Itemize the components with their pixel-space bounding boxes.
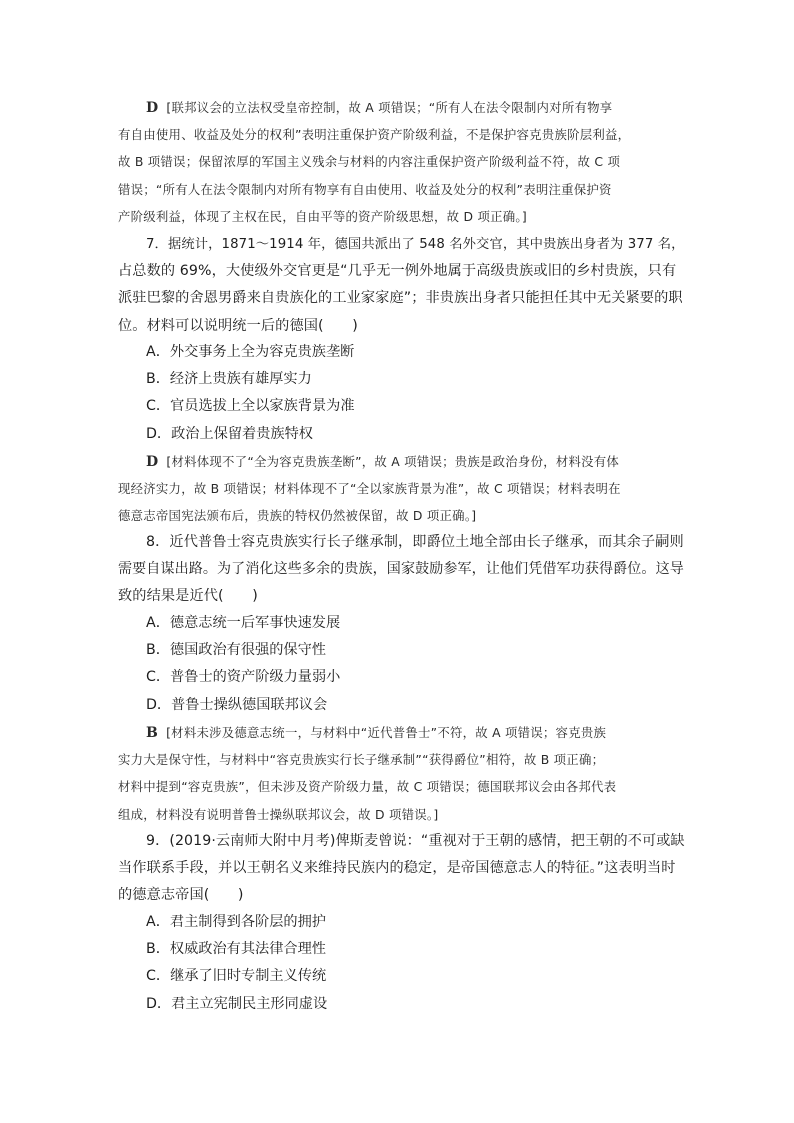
question-line: 需要自谋出路。为了消化这些多余的贵族，国家鼓励参军，让他们凭借军功获得爵位。这导 — [118, 561, 684, 578]
answer-line: 故 B 项错误；保留浓厚的军国主义残余与材料的内容注重保护资产阶级利益不符，故 C 项 — [118, 154, 621, 170]
question-9-stem — [118, 828, 684, 910]
option-b: B．权威政治有其法律合理性 — [146, 941, 326, 958]
option-a: A．德意志统一后军事快速发展 — [146, 615, 341, 631]
answer-line: D [材料体现不了“全为容克贵族垄断”，故 A 项错误；贵族是政治身份，材料没有体 — [146, 454, 620, 470]
question-line: 8．近代普鲁士容克贵族实行长子继承制，即爵位土地全部由长子继承，而其余子嗣则 — [146, 534, 684, 550]
question-line: 当作联系手段，并以王朝名义来维持民族内的稳定，是帝国德意志人的特征。”这表明当时 — [118, 860, 676, 877]
option-b: B．德国政治有很强的保守性 — [146, 642, 326, 659]
option-d: D．政治上保留着贵族特权 — [146, 425, 313, 442]
option-c: C．普鲁士的资产阶级力量弱小 — [146, 669, 341, 686]
question-7-stem — [118, 231, 684, 340]
answer-key: D — [146, 454, 159, 470]
option-c: C．官员选拔上全以家族背景为准 — [146, 398, 355, 415]
option-a: A．外交事务上全为容克贵族垄断 — [146, 344, 355, 360]
question-line: 致的结果是近代( ) — [118, 588, 258, 605]
answer-line: 有自由使用、收益及处分的权利”表明注重保护资产阶级利益，不是保护容克贵族阶层利益， — [118, 127, 631, 143]
question-line: 7．据统计，1871～1914 年，德国共派出了 548 名外交官，其中贵族出身者为 377 名， — [146, 237, 685, 252]
option-d: D．君主立宪制民主形同虚设 — [146, 995, 328, 1012]
option-c: C．继承了旧时专制主义传统 — [146, 968, 327, 985]
answer-line: D [联邦议会的立法权受皇帝控制，故 A 项错误；“所有人在法令限制内对所有物享 — [146, 100, 613, 116]
answer-8-explanation — [118, 719, 684, 828]
answer-line: 现经济实力，故 B 项错误；材料体现不了“全以家族背景为准”，故 C 项错误；材料表明在 — [118, 481, 621, 497]
answer-6-explanation — [118, 94, 684, 230]
question-line: 位。材料可以说明统一后的德国( ) — [118, 317, 358, 334]
question-line: 派驻巴黎的舍恩男爵来自贵族化的工业家家庭”；非贵族出身者只能担任其中无关紧要的职 — [118, 290, 683, 307]
answer-key: D — [146, 100, 159, 116]
answer-line: 产阶级利益，体现了主权在民，自由平等的资产阶级思想，故 D 项正确。] — [118, 208, 527, 224]
question-line: 占总数的 69%，大使级外交官更是“几乎无一例外地属于高级贵族或旧的乡村贵族，只有 — [118, 263, 677, 280]
answer-line: 德意志帝国宪法颁布后，贵族的特权仍然被保留，故 D 项正确。] — [118, 508, 477, 524]
question-9-options — [118, 909, 684, 1018]
question-line: 9．(2019·云南师大附中月考)俾斯麦曾说：“重视对于王朝的感情，把王朝的不可或缺 — [146, 833, 685, 849]
answer-line: 组成，材料没有说明普鲁士操纵联邦议会，故 D 项错误。] — [118, 806, 439, 822]
option-d: D．普鲁士操纵德国联邦议会 — [146, 696, 328, 713]
answer-key: B — [146, 725, 159, 741]
option-a: A．君主制得到各阶层的拥护 — [146, 914, 326, 930]
option-b: B．经济上贵族有雄厚实力 — [146, 371, 312, 388]
question-8-options — [118, 610, 684, 719]
question-8-stem — [118, 529, 684, 611]
answer-7-explanation — [118, 448, 684, 530]
question-line: 的德意志帝国( ) — [118, 887, 244, 904]
answer-line: B [材料未涉及德意志统一，与材料中“近代普鲁士”不符，故 A 项错误；容克贵族 — [146, 725, 607, 741]
answer-line: 实力大是保守性，与材料中“容克贵族实行长子继承制”“获得爵位”相符，故 B 项正确； — [118, 752, 605, 768]
answer-line: 材料中提到“容克贵族”，但未涉及资产阶级力量，故 C 项错误；德国联邦议会由各邦代表 — [118, 779, 617, 795]
answer-line: 错误；“所有人在法令限制内对所有物享有自由使用、收益及处分的权利”表明注重保护资 — [118, 181, 612, 197]
question-7-options — [118, 339, 684, 448]
